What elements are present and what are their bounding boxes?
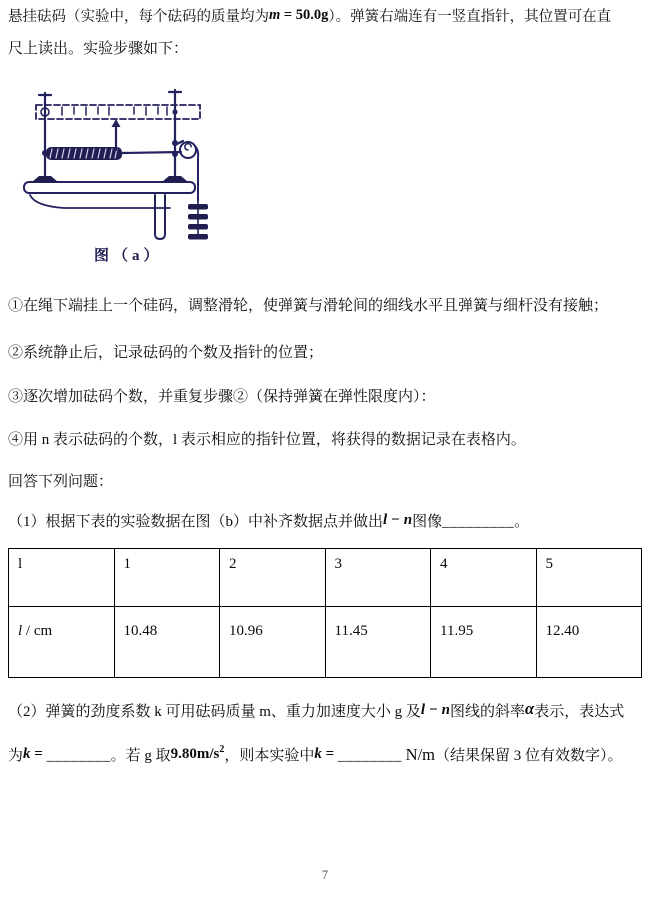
table-cell: 11.95 [431, 607, 537, 678]
step-3: ③逐次增加砝码个数，并重复步骤②（保持弹簧在弹性限度内）： [8, 389, 436, 405]
q2-text-mid: 图线的斜率 [450, 704, 526, 720]
step-4: ④用 n 表示砝码的个数，l 表示相应的指针位置，将获得的数据记录在表格内。 [8, 432, 526, 448]
page-number: 7 [321, 868, 329, 882]
figure-caption: 图（a） [94, 248, 163, 264]
pulley-icon [175, 141, 196, 158]
table-sketch [24, 182, 195, 239]
step-2: ②系统静止后，记录砝码的个数及指针的位置； [8, 345, 324, 361]
q2-k-equation-1: k = [23, 746, 47, 762]
intro-line-2: 尺上读出。实验步骤如下： [8, 41, 189, 57]
table-cell: 1 [114, 549, 220, 607]
data-table [8, 548, 642, 678]
pointer-arrow-icon [112, 119, 121, 150]
intro-line-1 [8, 6, 611, 28]
left-stand-rod [39, 93, 51, 180]
q1-answer-blank: _________ [442, 514, 515, 530]
table-cell-n-label: l [9, 549, 115, 607]
table-cell: 4 [431, 549, 537, 607]
intro-text-pre: 悬挂砝码（实验中，每个砝码的质量均为 [8, 9, 269, 25]
l-symbol: l [18, 623, 23, 639]
table-cell: 3 [325, 549, 431, 607]
q2-text-mid1: 。若 g 取 [110, 748, 171, 764]
q2-text-tail: （结果保留 3 位有效数字）。 [435, 748, 623, 764]
q1-formula-ln: l − n [383, 512, 413, 528]
weights-stack [188, 200, 208, 240]
question-1 [8, 511, 529, 533]
question-2-line-2 [8, 741, 623, 767]
table-row-n [9, 549, 642, 607]
q2-text-pre: （2）弹簧的劲度系数 k 可用砝码质量 m、重力加速度大小 g 及 [8, 704, 421, 720]
questions-intro: 回答下列问题： [8, 474, 114, 490]
q2-k-equation-2: k = [314, 746, 338, 762]
table-cell: 10.48 [114, 607, 220, 678]
spring [46, 147, 122, 160]
q2-text-mid2: ，则本实验中 [224, 748, 315, 764]
q2-answer-blank-1: ________ [46, 748, 111, 764]
table-row-l [9, 607, 642, 678]
right-stand-rod [169, 90, 181, 180]
step-1: ①在绳下端挂上一个硅码，调整滑轮，使弹簧与滑轮间的细线水平且弹簧与细杆没有接触； [8, 298, 609, 314]
q2-answer-blank-2: ________ [337, 748, 402, 764]
question-2-line-1 [8, 700, 624, 723]
mass-formula: m = 50.0g [269, 7, 329, 23]
q2-formula-ln: l − n [420, 702, 451, 718]
q2-alpha-symbol: α [525, 699, 535, 718]
q2-text-post: 表示，表达式 [534, 704, 625, 720]
table-cell: 12.40 [536, 607, 642, 678]
intro-text-post: ）。弹簧右端连有一竖直指针，其位置可在直 [328, 9, 612, 25]
table-cell-l-label [9, 607, 115, 678]
q2-unit: N/m [405, 745, 436, 764]
q1-period: 。 [514, 514, 530, 530]
table-cell: 11.45 [325, 607, 431, 678]
q1-text-post: 图像 [412, 514, 443, 530]
string-horizontal [122, 152, 181, 153]
l-unit: / cm [22, 623, 53, 639]
apparatus-figure [12, 88, 252, 274]
table-cell: 10.96 [220, 607, 326, 678]
q2-text-wei: 为 [8, 748, 24, 764]
table-cell: 2 [220, 549, 326, 607]
q1-text-pre: （1）根据下表的实验数据在图（b）中补齐数据点并做出 [8, 514, 384, 530]
table-cell: 5 [536, 549, 642, 607]
q2-g-value: $9.80m/s^2$ [170, 744, 225, 762]
